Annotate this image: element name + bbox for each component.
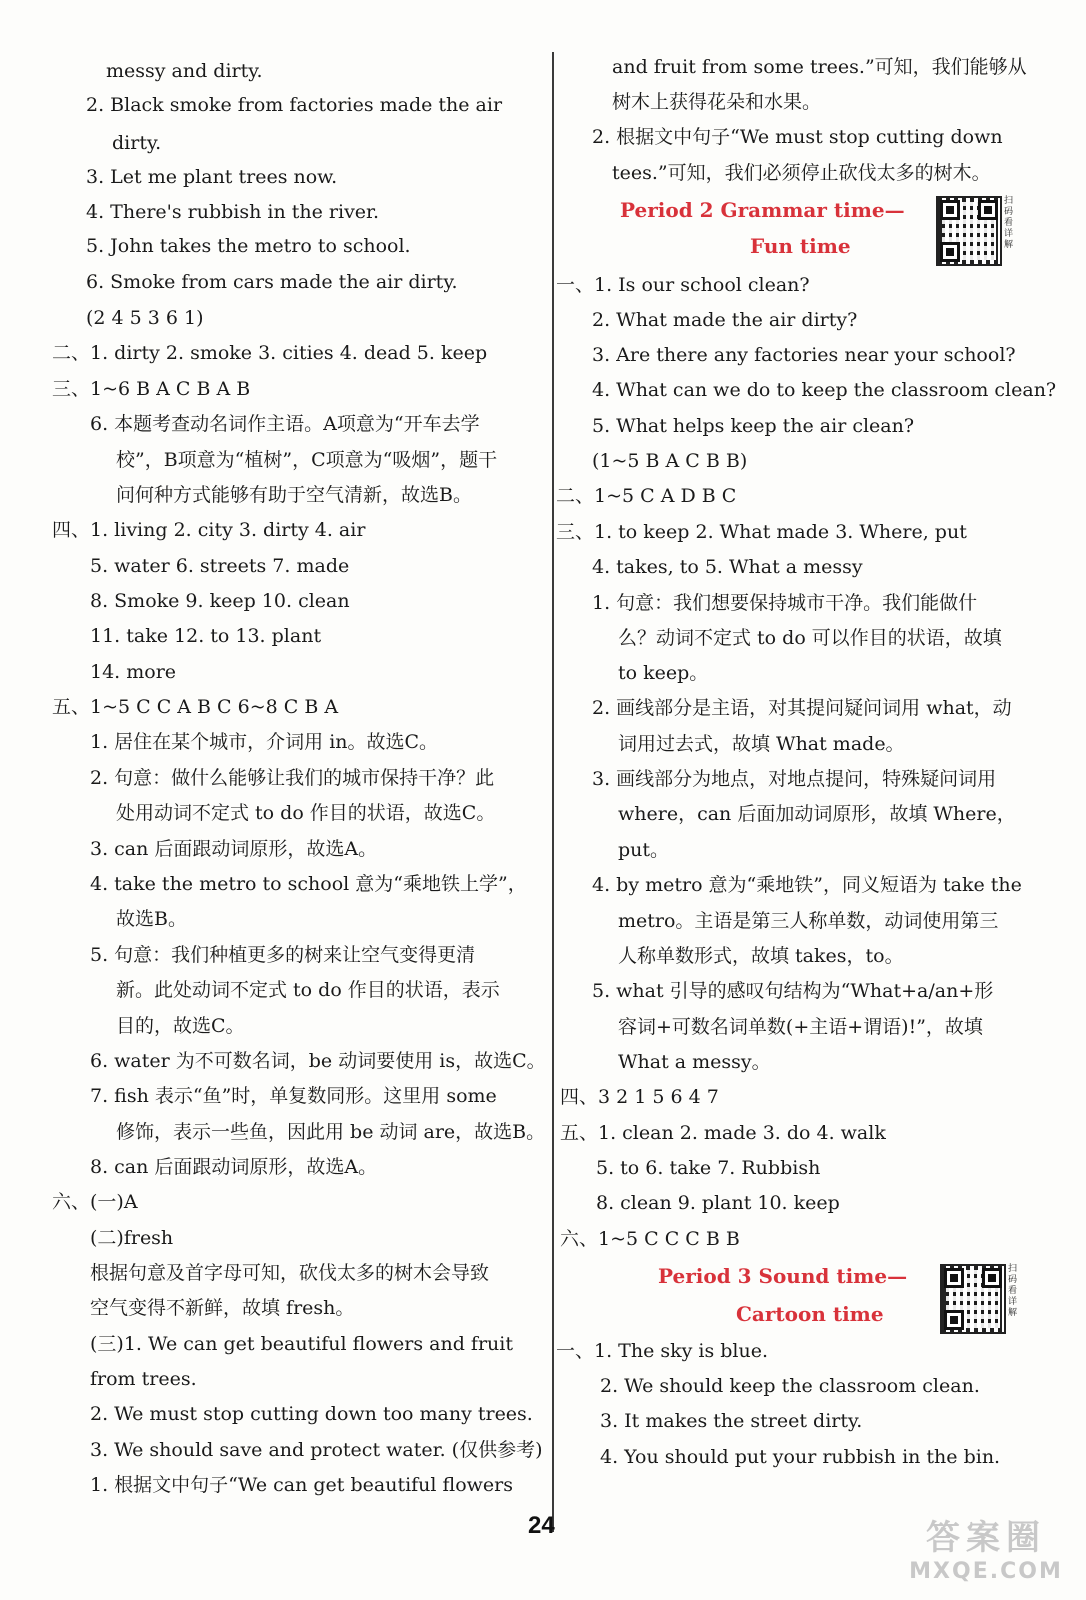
explanation-line: 处用动词不定式 to do 作目的状语，故选C。	[116, 802, 496, 824]
answer-section: 五、1~5 C C A B C 6~8 C B A	[52, 696, 339, 718]
text-line: 2. We should keep the classroom clean.	[600, 1375, 980, 1397]
explanation-line: 3. 画线部分为地点，对地点提问，特殊疑问词用	[592, 768, 997, 790]
explanation-line: 1. 句意：我们想要保持城市干净。我们能做什	[592, 592, 978, 614]
explanation-line: 2. 句意：做什么能够让我们的城市保持干净？此	[90, 767, 495, 789]
qr-code-icon[interactable]	[940, 1264, 1016, 1338]
text-line: 8. clean 9. plant 10. keep	[596, 1192, 840, 1214]
explanation-line: 3. can 后面跟动词原形，故选A。	[90, 838, 378, 860]
text-line: 3. It makes the street dirty.	[600, 1410, 863, 1432]
text-line: 8. Smoke 9. keep 10. clean	[90, 590, 350, 612]
answer-section: 三、1~6 B A C B A B	[52, 378, 251, 400]
text-line: 2. What made the air dirty?	[592, 309, 858, 331]
text-line: from trees.	[90, 1368, 197, 1390]
text-line: 5. What helps keep the air clean?	[592, 415, 915, 437]
text-line: 14. more	[90, 661, 177, 683]
answer-section: 四、1. living 2. city 3. dirty 4. air	[52, 519, 366, 541]
explanation-line: 4. take the metro to school 意为“乘地铁上学”，	[90, 873, 527, 895]
explanation-line: 6. 本题考查动名词作主语。A项意为“开车去学	[90, 413, 480, 435]
qr-caption: 扫码看详解	[1004, 196, 1014, 250]
column-divider	[552, 52, 554, 1532]
explanation-line: 修饰，表示一些鱼，因此用 be 动词 are，故选B。	[116, 1121, 546, 1143]
explanation-line: 8. can 后面跟动词原形，故选A。	[90, 1156, 378, 1178]
text-line: 11. take 12. to 13. plant	[90, 625, 322, 647]
explanation-line: What a messy。	[618, 1051, 771, 1073]
text-line: (二)fresh	[90, 1227, 174, 1249]
text-line: 3. Let me plant trees now.	[86, 166, 338, 188]
qr-finder	[944, 1268, 964, 1288]
page-number: 24	[528, 1512, 555, 1539]
explanation-line: 4. by metro 意为“乘地铁”，同义短语为 take the	[592, 874, 1022, 896]
text-line: 4. What can we do to keep the classroom clean?	[592, 379, 1057, 401]
answer-section: 一、1. Is our school clean?	[556, 274, 810, 296]
qr-caption: 扫码看详解	[1008, 1264, 1018, 1318]
answer-section: 六、(一)A	[52, 1191, 138, 1213]
answer-section: 一、1. The sky is blue.	[556, 1340, 769, 1362]
watermark-text: 答案圈	[926, 1518, 1046, 1558]
explanation-line: tees.”可知，我们必须停止砍伐太多的树木。	[612, 162, 991, 184]
left-column	[0, 0, 552, 1528]
explanation-line: 1. 根据文中句子“We can get beautiful flowers	[90, 1474, 513, 1496]
explanation-line: 问何种方式能够有助于空气清新，故选B。	[116, 484, 472, 506]
explanation-line: and fruit from some trees.”可知，我们能够从	[612, 56, 1027, 78]
qr-finder	[940, 200, 960, 220]
period-2-subheading: Fun time	[750, 234, 851, 258]
text-line: 4. There's rubbish in the river.	[86, 201, 380, 223]
text-line: 4. You should put your rubbish in the bin.	[600, 1446, 1001, 1468]
answer-section: 三、1. to keep 2. What made 3. Where, put	[556, 521, 967, 543]
text-line: 2. Black smoke from factories made the air	[86, 94, 503, 116]
answer-section: 五、1. clean 2. made 3. do 4. walk	[560, 1122, 886, 1144]
explanation-line: 词用过去式，故填 What made。	[618, 733, 905, 755]
explanation-line: 目的，故选C。	[116, 1015, 245, 1037]
explanation-line: 2. 画线部分是主语，对其提问疑问词用 what，动	[592, 697, 1012, 719]
explanation-line: 根据句意及首字母可知，砍伐太多的树木会导致	[90, 1262, 490, 1284]
explanation-line: 故选B。	[116, 908, 187, 930]
explanation-line: 人称单数形式，故填 takes，to。	[618, 945, 904, 967]
text-line: (三)1. We can get beautiful flowers and fruit	[90, 1333, 513, 1355]
text-line: (2 4 5 3 6 1)	[86, 307, 204, 329]
explanation-line: 新。此处动词不定式 to do 作目的状语，表示	[116, 979, 500, 1001]
explanation-line: 树木上获得花朵和水果。	[612, 91, 822, 113]
explanation-line: 2. 根据文中句子“We must stop cutting down	[592, 126, 1003, 148]
explanation-line: 5. what 引导的感叹句结构为“What+a/an+形	[592, 980, 994, 1002]
text-line: dirty.	[112, 132, 162, 154]
period-3-heading: Period 3 Sound time—	[658, 1264, 908, 1288]
text-line: 5. John takes the metro to school.	[86, 235, 411, 257]
qr-finder	[982, 1268, 1002, 1288]
answer-section: 六、1~5 C C C B B	[560, 1228, 740, 1250]
text-line: (1~5 B A C B B)	[592, 450, 748, 472]
explanation-line: 么？动词不定式 to do 可以作目的状语，故填	[618, 627, 1002, 649]
text-line: messy and dirty.	[106, 60, 263, 82]
text-line: 5. water 6. streets 7. made	[90, 555, 350, 577]
explanation-line: 空气变得不新鲜，故填 fresh。	[90, 1297, 355, 1319]
qr-finder	[978, 200, 998, 220]
answer-section: 二、1. dirty 2. smoke 3. cities 4. dead 5. keep	[52, 342, 488, 364]
period-3-subheading: Cartoon time	[736, 1302, 884, 1326]
explanation-line: 5. 句意：我们种植更多的树来让空气变得更清	[90, 944, 476, 966]
qr-finder	[940, 242, 960, 262]
explanation-line: 6. water 为不可数名词，be 动词要使用 is，故选C。	[90, 1050, 546, 1072]
text-line: 6. Smoke from cars made the air dirty.	[86, 271, 458, 293]
text-line: 2. We must stop cutting down too many trees.	[90, 1403, 533, 1425]
answer-section: 二、1~5 C A D B C	[556, 485, 737, 507]
explanation-line: metro。主语是第三人称单数，动词使用第三	[618, 910, 999, 932]
text-line: 5. to 6. take 7. Rubbish	[596, 1157, 821, 1179]
explanation-line: 1. 居住在某个城市，介词用 in。故选C。	[90, 731, 439, 753]
text-line: 3. We should save and protect water. (仅供参考)	[90, 1439, 543, 1461]
explanation-line: where，can 后面加动词原形，故填 Where，	[618, 803, 1016, 825]
text-line: 4. takes, to 5. What a messy	[592, 556, 863, 578]
explanation-line: put。	[618, 839, 670, 861]
watermark-logo	[896, 1518, 1076, 1594]
watermark-url: MXQE.COM	[909, 1559, 1063, 1584]
right-column	[556, 0, 1086, 1528]
period-2-heading: Period 2 Grammar time—	[620, 198, 905, 222]
explanation-line: 容词+可数名词单数(+主语+谓语)!”，故填	[618, 1016, 983, 1038]
qr-code-icon[interactable]	[936, 196, 1012, 270]
explanation-line: 7. fish 表示“鱼”时，单复数同形。这里用 some	[90, 1085, 497, 1107]
text-line: 3. Are there any factories near your school?	[592, 344, 1016, 366]
explanation-line: to keep。	[618, 662, 709, 684]
answer-section: 四、3 2 1 5 6 4 7	[560, 1086, 719, 1108]
explanation-line: 校”，B项意为“植树”，C项意为“吸烟”，题干	[116, 449, 498, 471]
qr-finder	[944, 1310, 964, 1330]
